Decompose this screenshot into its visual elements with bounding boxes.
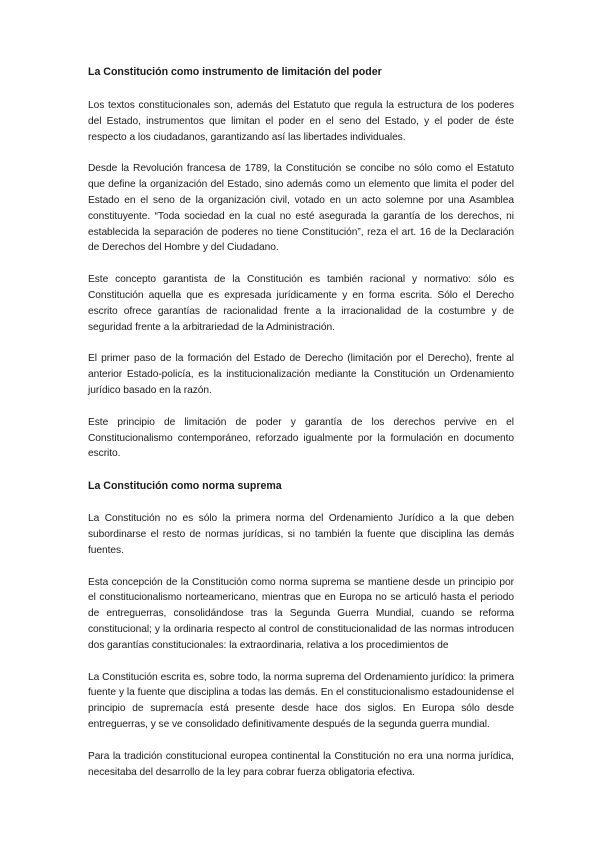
paragraph-5: Este principio de limitación de poder y garantía de los derechos pervive en el Constitucionalismo contemporáneo, reforzado igualmente por la formulación en documento escrito. <box>88 416 514 460</box>
paragraph-1: Los textos constitucionales son, además del Estatuto que regula la estructura de los poderes del Estado, instrumentos que limitan el poder en el seno del Estado, y el poder de éste respecto a los ciudadanos, garantizando así las libertades individuales. <box>88 100 514 143</box>
paragraph-2: Desde la Revolución francesa de 1789, la Constitución se concibe no sólo como el Estatuto que define la organización del Estado, sino además como un elemento que limita el poder del Estado en el seno de la organización civil, votado en un acto solemne por una Asamblea constituyente. “Toda sociedad en la cual no esté asegurada la garantía de los derechos, ni establecida la separación de poderes no tiene Constitución”, reza el art. 16 de la Declaración de Derechos del Hombre y del Ciudadano. <box>88 163 514 254</box>
paragraph-8: La Constitución escrita es, sobre todo, la norma suprema del Ordenamiento jurídico: la primera fuente y la fuente que disciplina a todas las demás. En el constitucionalismo estadounidense el principio de supremacía está presente desde hace dos siglos. En Europa sólo desde entreguerras, y se ve consolidado definitivamente después de la segunda guerra mundial. <box>88 671 514 730</box>
paragraph-6: La Constitución no es sólo la primera norma del Ordenamiento Jurídico a la que deben subordinarse el resto de normas jurídicas, si no también la fuente que disciplina las demás fuentes. <box>88 513 514 556</box>
paragraph-3: Este concepto garantista de la Constitución es también racional y normativo: sólo es Constitución aquella que es expresada jurídicamente y en forma escrita. Sólo el Derecho escrito ofrece garantías de racionalidad frente a la irracionalidad de la costumbre y de seguridad frente a la arbitrariedad de la Administración. <box>88 274 514 333</box>
section-heading-limitation: La Constitución como instrumento de limitación del poder <box>88 66 382 78</box>
paragraph-9: Para la tradición constitucional europea continental la Constitución no era una norma jurídica, necesitaba del desarrollo de la ley para cobrar fuerza obligatoria efectiva. <box>88 750 514 778</box>
paragraph-4: El primer paso de la formación del Estado de Derecho (limitación por el Derecho), frente al anterior Estado-policía, es la institucionalización mediante la Constitución un Ordenamiento jurídico basado en la razón. <box>88 353 514 396</box>
document-page <box>88 64 514 796</box>
section-heading-supreme-norm: La Constitución como norma suprema <box>88 480 282 493</box>
paragraph-7: Esta concepción de la Constitución como norma suprema se mantiene desde un principio por el constitucionalismo norteamericano, mientras que en Europa no se articuló hasta el periodo de entreguerras, consolidándose tras la Segunda Guerra Mundial, cuando se reforma constitucional; y la ordinaria respecto al control de constitucionalidad de las normas introducen dos garantías constitucionales: la extraordinaria, relativa a los procedimientos de <box>88 576 514 651</box>
